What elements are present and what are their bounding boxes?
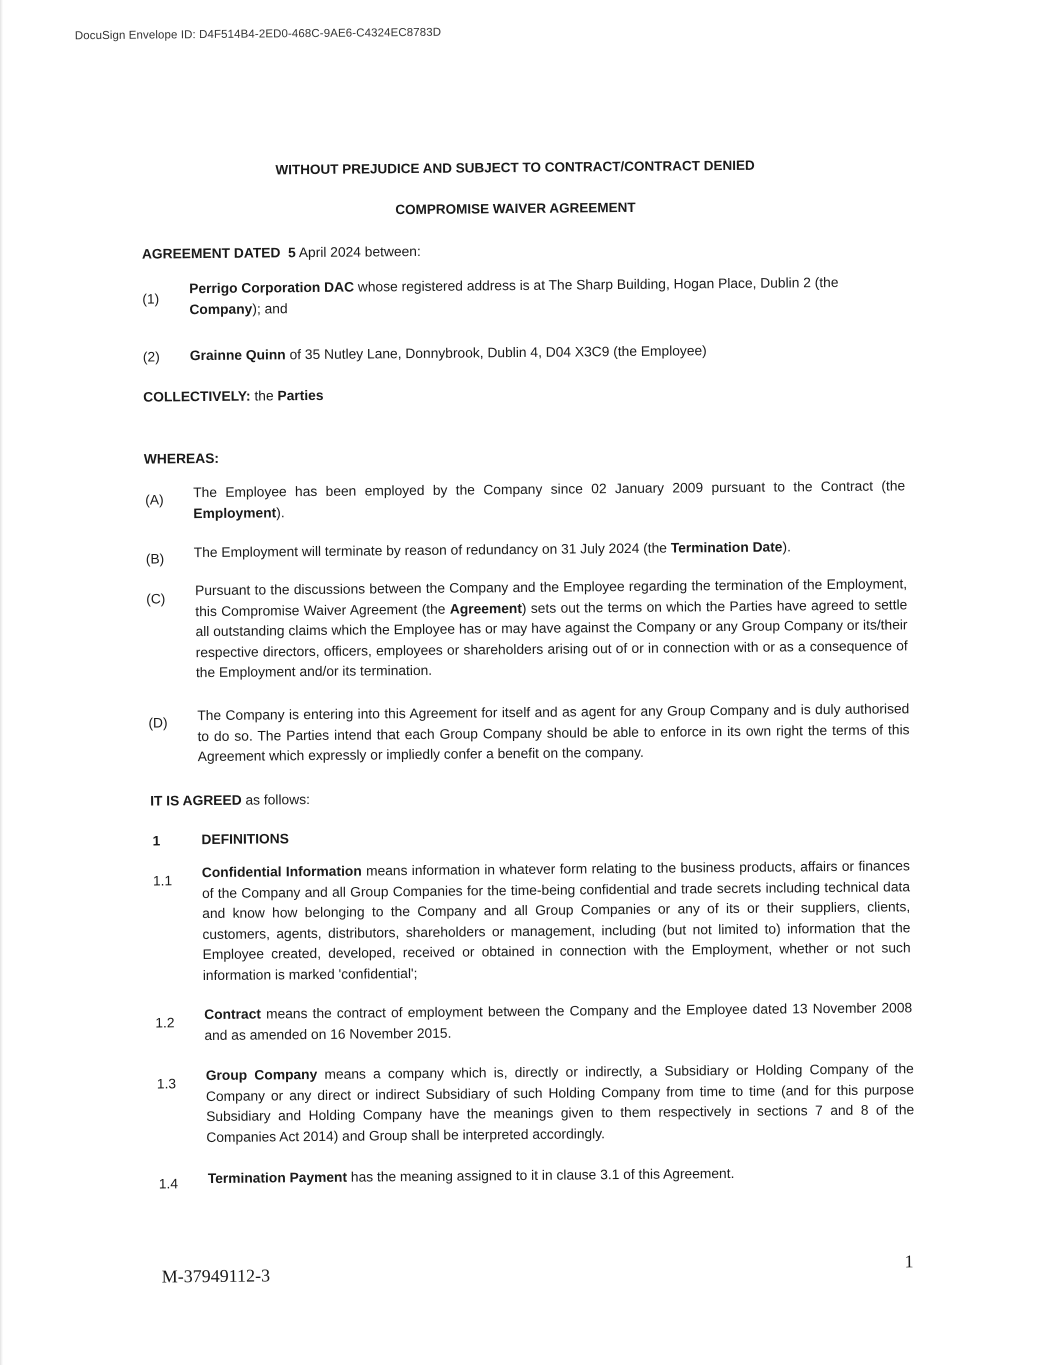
recital-suffix: ). [276,504,285,520]
definition-term: Confidential Information [201,863,362,881]
party-number: (1) [142,291,160,307]
definition-item [202,856,911,986]
docusign-envelope-id: DocuSign Envelope ID: D4F514B4-2ED0-468C-9AE6-C4324EC8783D [74,26,442,43]
recital-defined-term: Termination Date [670,539,783,556]
heading-agreement-title: COMPROMISE WAIVER AGREEMENT [395,199,636,218]
definition-number: 1.1 [152,873,173,889]
recital-item [197,699,910,768]
recital-item [195,574,908,684]
recital-number: (D) [148,715,168,731]
recital-item [193,476,905,524]
section-number: 1 [152,833,161,849]
it-is-agreed-text: as follows: [245,792,310,808]
it-is-agreed-label: IT IS AGREED [150,792,242,809]
definition-term: Contract [204,1006,262,1023]
agreement-dated-rest: April 2024 between: [298,243,421,261]
party-address: of 35 Nutley Lane, Donnybrook, Dublin 4, D04 X3C9 (the Employee) [289,343,707,363]
page-number: 1 [904,1251,914,1272]
recital-text: The Employee has been employed by the Company since 02 January 2009 pursuant to the Contract (the [193,478,906,501]
agreement-dated-day: 5 [287,245,296,261]
definition-number: 1.2 [155,1015,175,1031]
definition-item [206,1059,915,1148]
definition-term: Group Company [205,1066,318,1084]
party-defined-term: Company [189,301,253,317]
recital-defined-term: Agreement [449,600,522,617]
recital-suffix: ) sets out the terms on which the Parties have agreed to settle all outstanding claims which the Employee has or may have against the Company or any Group Company or its/their respective directors, officers, employees or shareholders arising out of or in connection with or as a consequence of the Employment and/or its termination. [195,596,908,681]
party-name: Grainne Quinn [189,347,286,364]
document-reference: M-37949112-3 [161,1265,271,1287]
party-name: Perrigo Corporation DAC [189,279,355,297]
definition-item [204,998,912,1046]
recital-number: (B) [145,551,165,567]
definition-term: Termination Payment [207,1169,348,1187]
party-item [189,272,904,320]
collectively-line [143,386,323,408]
collectively-defined-term: Parties [277,387,324,404]
recital-text: Pursuant to the discussions between the Company and the Employee regarding the termination of the Employment, this Compromise Waiver Agreement (the [195,576,908,619]
recital-number: (C) [146,591,166,607]
definition-number: 1.3 [156,1076,177,1092]
section-title: DEFINITIONS [201,831,289,848]
definition-text: means information in whatever form relating to the business products, affairs or finances of the Company and all Group Companies for the time-being confidential and trade secrets including technical data and know how belonging to the Company and all Group Companies or any of its or their suppliers, clients, customers, agents, distributors, shareholders or management, including (but not limited to) information that the Employee created, developed, received or obtained in connection with the Employment, whether or not such information is marked 'confidential'; [201,858,911,984]
agreement-dated-line [142,242,421,265]
party-item [190,339,905,366]
party-suffix: ); and [252,300,288,317]
definition-number: 1.4 [158,1176,179,1192]
recital-text: The Company is entering into this Agreement for itself and as agent for any Group Company and is duly authorised to do so. The Parties intend that each Group Company should be able to enforce in its own right the terms of this Agreement which expressly or impliedly confer a benefit on the company. [197,701,910,765]
agreement-dated-label: AGREEMENT DATED [141,245,281,262]
whereas-label: WHEREAS: [143,450,220,467]
definition-text: has the meaning assigned to it in clause 3.1 of this Agreement. [350,1165,735,1185]
whereas-heading [144,449,219,470]
definition-text: means the contract of employment between the Company and the Employee dated 13 November 2008 and as amended on 16 November 2015. [204,1000,913,1043]
collectively-text: the [254,388,274,404]
recital-number: (A) [145,492,164,508]
recital-item [194,536,906,563]
it-is-agreed-line [150,790,310,812]
party-number: (2) [142,349,160,365]
heading-without-prejudice: WITHOUT PREJUDICE AND SUBJECT TO CONTRACT/CONTRACT DENIED [275,157,755,178]
definition-text: means a company which is, directly or indirectly, a Subsidiary or Holding Company of the Company or any direct or indirect Subsidiary of such Holding Company from time to time (and for this purpose Subsidiary and Holding Company have the meanings given to them respectively in sections 7 and 8 of the Companies Act 2014) and Group shall be interpreted accordingly. [205,1061,915,1145]
recital-suffix: ). [782,539,791,555]
recital-text: The Employment will terminate by reason of redundancy on 31 July 2024 (the [193,540,667,561]
collectively-label: COLLECTIVELY: [143,388,251,405]
recital-defined-term: Employment [193,504,277,521]
party-address: whose registered address is at The Sharp Building, Hogan Place, Dublin 2 (the [357,274,839,295]
definition-item [208,1162,916,1189]
